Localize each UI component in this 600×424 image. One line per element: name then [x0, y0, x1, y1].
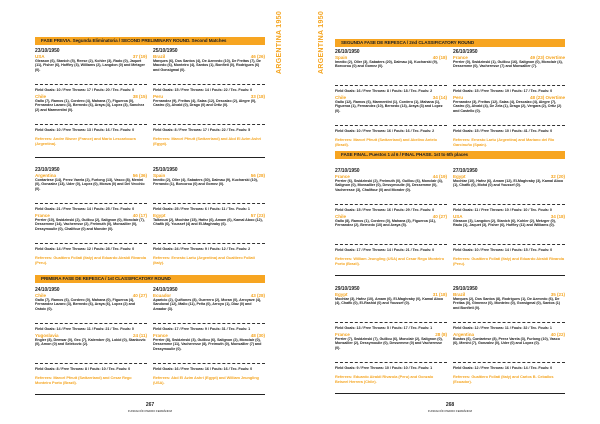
page-number: 268: [445, 402, 455, 408]
referees: Referees: Gualtiero Follati (Italy) and Eduardo Airaldi Rivarola (Peru).: [35, 255, 147, 265]
team-score: 57 (23): [250, 213, 265, 218]
player-list: Imedio (2), Oller (4), Sabaters (30), Dalmau (9), Kucharski (10), Ferrando (1), Borcorou (0) and Gomez (0).: [153, 178, 258, 187]
section-header: FASE FINAL. Puestos 1 al 6 / FINAL PHASE. 1st to 6th places: [335, 151, 565, 159]
team-score: 56 (28): [250, 173, 265, 178]
match-date: 23/10/1950: [35, 167, 60, 173]
team-block: [453, 55, 565, 95]
team-block: [153, 94, 265, 134]
match-card: [453, 286, 565, 384]
team-block: [335, 214, 447, 254]
player-list: Talkroun (2), Mochtar (15), Hafez (6), Amam (6), Kamal Aboo (12), Chafik (6), Youssef (4) and El-Maghraby (6).: [153, 218, 263, 227]
team-block: [35, 54, 147, 94]
referees: Referees: Gualtiero Follati (Italy) and Eduardo Airaldi Rivarola (Peru).: [453, 256, 565, 266]
team-stats: Field Goals: 21 / Free Throws: 14 / Fouls: 25 / Tec. Fouls: 0: [35, 203, 147, 211]
team-score: 34 (18): [550, 214, 565, 219]
team-score: 46 (26): [250, 54, 265, 59]
player-list: Perrier (10), Swidzinski (2), Guillou (2), Salignon (0), Monclair (7), Dessemme (14), Vacheresse (2), Freimuth (0), Monsallier (0), Dessymoulie (0), Chalifour (0) and Monder (0).: [35, 218, 145, 231]
match-card: [153, 287, 265, 385]
player-list: Perrier (7), Swidzinski (7), Guillou (6), Monclair (2), Salignon (0), Monsallier (2), Dessymoulie (0), Dessemme (0) and Vacheresse (0).: [335, 337, 443, 350]
player-list: Fernandez (3), Freitas (12), Salas (4), Descalzo (4), Alegre (7), Castro (0), Alvald (4), De Zela (1), Drago (2), Vergara (2), Ortiz (2) and Castello (0).: [453, 100, 562, 113]
player-list: Engler (8), Demsar (0), Gec (7), Kalember (0), Lokid (0), Stankovic (0), Amon (0) and Selekovic (2).: [35, 338, 146, 347]
divider-line: [35, 157, 265, 158]
team-block: [335, 292, 447, 332]
referees: Referees: William Jeungling (USA) and Cesar Rego Monteiro Porto (Brazil).: [335, 256, 445, 266]
divider-line: [335, 275, 565, 276]
team-name: France: [35, 213, 50, 218]
page-number: 267: [145, 402, 155, 408]
section-header: SEGUNDA FASE DE REPESCA / 2nd CLASSIFICATORY ROUND: [335, 39, 565, 47]
team-stats: Field Goals: 15 / Free Throws: 19 / Fouls: 17 / Tec. Fouls: 0: [453, 85, 565, 93]
team-name: Argentina: [453, 332, 474, 337]
team-score: 35 (21): [550, 292, 565, 297]
match-card: [35, 167, 147, 265]
team-block: [153, 333, 265, 373]
match-card: [453, 49, 565, 147]
team-name: Spain: [335, 55, 348, 60]
team-stats: Field Goals: 17 / Free Throws: 14 / Fouls: 21 / Tec. Fouls: 0: [335, 244, 447, 252]
team-score: 48 (30): [250, 333, 265, 338]
team-stats: Field Goals: 16 / Free Throws: 8 / Fouls: 18 / Tec. Fouls: 2: [335, 85, 447, 93]
team-score: 40 (27): [132, 293, 147, 298]
referees: Referees: Ernesto Lartu (Argentina) and Gualtiero Follati (Italy).: [153, 255, 255, 265]
team-stats: Field Goals: 9 / Free Throws: 10 / Fouls: 10 / Tec. Fouls: 1: [335, 362, 447, 370]
player-list: Gallo (7), Ramos (1), Cordero (4), Mahana (7), Figueroa (0), Fernandez Lazaro (3), Bernedo (6), Araya (4), Lopez (3), Sanchez (2) and Marmentini (0).: [35, 99, 145, 112]
section-header: FASE PREVIA. Segunda Eliminatoria / SECOND PRELIMINARY ROUND. Second Matches: [35, 37, 265, 45]
team-score: 40 (22): [550, 332, 565, 337]
team-stats: Field Goals: 10 / Free Throws: 17 / Fouls: 20 / Tec. Fouls: 0: [35, 84, 147, 92]
team-score: 43 (28): [250, 293, 265, 298]
referees: Referees: Marcel Pfeutt (Switzerland) and Cesar Rego Monteiro Porto (Brazil).: [35, 375, 132, 385]
team-stats: Field Goals: 24 / Free Throws: 9 / Fouls: 12 / Tec. Fouls: 2: [153, 243, 265, 251]
team-block: [335, 332, 447, 372]
team-score: 34 (14): [432, 95, 447, 100]
team-name: Argentina: [35, 173, 56, 178]
team-block: [35, 213, 147, 253]
referees: Referees: Marcel Pfeutt (Switzerland) and Abd El Azim Ashri (Egypt).: [153, 136, 261, 146]
team-name: Yugoslavia: [35, 333, 59, 338]
referees: Referees: Marcel Pfeutt (Switzerland) and Abelino Antelo (Brazil).: [335, 137, 437, 147]
player-list: Perrier (6), Swidzinski (2), Freimuth (0), Guillou (6), Monclair (4), Salignon (0), Monsallier (0), Dessymoulie (0), Dessemme (0), Vacheresse (3), Chalifour (0) and Monder (0).: [335, 179, 443, 192]
team-stats: Field Goals: 15 / Free Throws: 14 / Fouls: 22 / Tec. Fouls: 0: [153, 84, 265, 92]
referees: Referees: Abd El Azim Ashri (Egypt) and William Jeungling (USA).: [153, 375, 259, 385]
referees: Referees: Andre Bisner (France) and Mario Lescarboura (Argentina).: [35, 136, 136, 146]
team-name: Chile: [35, 293, 46, 298]
team-block: [453, 214, 565, 254]
team-name: Egypt: [153, 213, 166, 218]
team-score: 37 (19): [132, 54, 147, 59]
team-name: France: [453, 55, 468, 60]
team-block: [35, 293, 147, 333]
referees: Referees: Gualtiero Follati (Italy) and Carlos B. Ceballos (Ecuador).: [453, 374, 554, 384]
player-list: Gallo (12), Ramos (6), Marmentini (1), Cordero (1), Mahana (1), Figueroa (1), Fernandez (10), Bernedo (13), Araya (3) and Lopez (0).: [335, 100, 443, 113]
match-date: 29/10/1950: [335, 286, 360, 292]
team-score: 32 (20): [550, 174, 565, 179]
player-list: Marques (6), Dos Santos (4), De Azevedo (10), De Freitas (7), De Macedo (6), Monteiro (4), Santos (1), Bonfieti (0), Rodrigues (6) and Gonsigmal (0).: [153, 59, 261, 72]
team-stats: Field Goals: 10 / Free Throws: 14 / Fouls: 15 / Tec. Fouls: 0: [453, 244, 565, 252]
match-card: [35, 48, 147, 146]
player-list: Mochtar (10), Hafez (6), Amam (12), El-Maghraby (3), Kamal Aboo (1), Chafik (0), Mohd (0) and Youssef (0).: [453, 179, 564, 188]
match-card: [335, 168, 447, 266]
team-stats: Field Goals: 15 / Free Throws: 16 / Fouls: 29 / Tec. Fouls: 0: [335, 204, 447, 212]
team-stats: Field Goals: 15 / Free Throws: 10 / Fouls: 41 / Tec. Fouls: 0: [453, 125, 565, 133]
right-page: [300, 0, 600, 424]
team-score: 49 (23) Overtime: [530, 55, 565, 60]
match-date: 27/10/1950: [453, 168, 478, 174]
team-name: USA: [453, 214, 463, 219]
team-name: Chile: [35, 94, 46, 99]
team-stats: Field Goals: 8 / Free Throws: 8 / Fouls: 10 / Tec. Fouls: 0: [35, 363, 147, 371]
team-stats: Field Goals: 14 / Free Throws: 12 / Fouls: 28 / Tec. Fouls: 0: [35, 243, 147, 251]
vertical-title: ARGENTINA 1950: [318, 10, 325, 74]
player-list: Fernandez (9), Freitas (4), Salas (12), Descalzo (2), Alegre (0), Castro (0), Alvald (0), Drago (0) and Ortiz (0).: [153, 99, 257, 108]
divider-line: [335, 393, 565, 394]
team-score: 28 (8): [435, 332, 447, 337]
match-card: [153, 48, 265, 146]
player-list: Perrier (8), Swidzinski (3), Guillou (6), Salignon (2), Monclair (0), Dessemme (11), Vacheresse (8), Freimuth (0), Monsallier (7) and Dessymoulie (0).: [153, 338, 262, 351]
player-list: Imedio (2), Oller (3), Sabaters (20), Dalmau (4), Kucharski (9), Borcorou (0) and Gomez (0).: [335, 60, 438, 69]
player-list: Mochtar (3), Hafez (10), Amam (6), El-Maghraby (0), Kamal Aboo (4), Chafik (0), El-Rashid (0) and Youssef (0).: [335, 297, 444, 306]
team-stats: Field Goals: 13 / Free Throws: 5 / Fouls: 17 / Tec. Fouls: 1: [335, 322, 447, 330]
player-list: Contartese (14), Perez Varela (2), Furlong (13), Vasco (8), Menini (0), Gonzalez (13), Uder (0), Lopez (0), Monza (0) and Del Vecchio (0).: [35, 178, 145, 191]
player-list: Gallo (7), Ramos (6), Cordero (0), Mahana (0), Figueroa (4), Fernandez Lazaro (3), Bernedo (6), Araya (6), Lopez (2) and Ostoic (0).: [35, 298, 135, 311]
match-date: 24/10/1950: [35, 287, 60, 293]
team-score: 56 (36): [132, 173, 147, 178]
team-block: [35, 333, 147, 373]
team-stats: Field Goals: 17 / Free Throws: 9 / Fouls: 31 / Tec. Fouls: 1: [153, 323, 265, 331]
team-block: [153, 173, 265, 213]
team-score: 24 (11): [133, 333, 147, 338]
team-name: Chile: [335, 95, 346, 100]
team-stats: Field Goals: 11 / Free Throws: 10 / Fouls: 10 / Tec. Fouls: 0: [453, 204, 565, 212]
team-score: 40 (18): [432, 55, 447, 60]
team-block: [335, 55, 447, 95]
team-name: Spain: [153, 173, 166, 178]
match-date: 25/10/1950: [153, 48, 178, 54]
publisher-footer: FUNDACIÓN PEDRO FERRÁNDIZ: [127, 409, 173, 413]
team-block: [35, 94, 147, 134]
match-card: [453, 168, 565, 266]
team-stats: Field Goals: 25 / Free Throws: 6 / Fouls: 11 / Tec. Fouls: 1: [153, 203, 265, 211]
team-block: [335, 95, 447, 135]
team-stats: Field Goals: 10 / Free Throws: 16 / Fouls: 16 / Tec. Fouls: 2: [335, 125, 447, 133]
referees: Referees: Eduardo Airaldi Rivarola (Peru) and Gonzalo Beiseel Herrera (Chile).: [335, 374, 434, 384]
player-list: Gleason (3), Langdon (2), Stanich (6), Kohler (2), Metzger (0), Rado (1), Jaquet (3), Fisher (6), Hoffley (11) and Williams (0).: [453, 219, 556, 228]
match-date: 23/10/1950: [35, 48, 60, 54]
team-name: USA: [35, 54, 45, 59]
match-date: 26/10/1950: [453, 49, 478, 55]
team-stats: Field Goals: 16 / Free Throws: 16 / Fouls: 16 / Tec. Fouls: 0: [153, 363, 265, 371]
team-block: [453, 174, 565, 214]
team-name: France: [335, 332, 350, 337]
team-stats: Field Goals: 12 / Free Throws: 11 / Fouls: 32 / Tec. Fouls: 1: [453, 322, 565, 330]
player-list: Marques (2), Dos Santos (8), Rodrigues (1), De Azevedo (6), De Freitas (0), Gimenez (0), Monteiro (0), Gonsigmal (0), Santos (1) and Bonfieti (0).: [453, 297, 560, 310]
match-card: [153, 167, 265, 265]
team-block: [453, 332, 565, 372]
team-name: France: [153, 333, 168, 338]
player-list: Aparicio (2), Quiñones (8), Guerrero (2), Moran (0), Arroyave (4), Sandoval (12), Mallo (11), Peña (0), Arroyo (1), Diaz (0) and Amador (3).: [153, 298, 262, 311]
team-block: [35, 173, 147, 213]
team-score: 40 (17): [132, 213, 147, 218]
player-list: Gleason (6), Stanich (5), Reese (2), Kohler (3), Rado (0), Jaquet (11), Fisher (6), Hoffley (3), Williams (2), Langdon (0) and Metzger (0).: [35, 59, 145, 72]
publisher-footer: FUNDACIÓN PEDRO FERRÁNDIZ: [427, 409, 473, 413]
team-name: Brazil: [453, 292, 466, 297]
team-block: [153, 213, 265, 253]
team-score: 44 (19): [432, 174, 447, 179]
team-name: Egypt: [335, 292, 348, 297]
team-name: Peru: [153, 94, 164, 99]
match-card: [35, 287, 147, 385]
team-stats: Field Goals: 12 / Free Throws: 16 / Fouls: 14 / Tec. Fouls: 0: [453, 362, 565, 370]
match-date: 27/10/1950: [335, 168, 360, 174]
match-date: 29/10/1950: [453, 286, 478, 292]
section-header: PRIMERA FASE DE REPESCA / 1st CLASSIFICATORY ROUND: [35, 275, 265, 283]
team-block: [335, 174, 447, 214]
team-block: [453, 95, 565, 135]
match-card: [335, 49, 447, 147]
team-stats: Field Goals: 8 / Free Throws: 17 / Fouls: 22 / Tec. Fouls: 5: [153, 124, 265, 132]
divider-line: [35, 394, 265, 395]
team-score: 40 (27): [432, 214, 447, 219]
match-date: 25/10/1950: [153, 167, 178, 173]
player-list: Gallo (8), Ramos (1), Cordero (0), Mahana (3), Figueroa (11), Fernandez (2), Bernedo (10) and Araya (5).: [335, 219, 436, 228]
team-block: [153, 54, 265, 94]
player-list: Bustos (6), Contartese (8), Perez Varela (3), Furlong (10), Vasco (6), Menini (7), Gonzalez (0), Uder (0) and Lopez (0).: [453, 337, 560, 346]
team-name: Peru: [453, 95, 464, 100]
team-name: Chile: [335, 214, 346, 219]
referees: Referees: Ernesto Lartu (Argentina) and Mariano del Rio Garcinuño (Spain).: [453, 137, 555, 147]
team-name: Ecuador: [153, 293, 172, 298]
vertical-title: ARGENTINA 1950: [276, 10, 283, 74]
player-list: Perrier (0), Swidzinski (1), Guillou (16), Salignon (0), Monclair (4), Dessemme (0), Vacheresse (7) and Monsallier (7).: [453, 60, 563, 69]
match-date: 24/10/1950: [153, 287, 178, 293]
team-name: Egypt: [453, 174, 466, 179]
team-block: [153, 293, 265, 333]
team-score: 31 (18): [432, 292, 447, 297]
team-name: Brazil: [153, 54, 166, 59]
team-stats: Field Goals: 14 / Free Throws: 11 / Fouls: 21 / Tec. Fouls: 0: [35, 323, 147, 331]
team-block: [453, 292, 565, 332]
team-score: 33 (18): [250, 94, 265, 99]
match-card: [335, 286, 447, 384]
team-score: 48 (23) Overtime: [530, 95, 565, 100]
team-stats: Field Goals: 10 / Free Throws: 13 / Fouls: 16 / Tec. Fouls: 0: [35, 124, 147, 132]
team-score: 38 (15): [132, 94, 147, 99]
match-date: 26/10/1950: [335, 49, 360, 55]
team-name: France: [335, 174, 350, 179]
